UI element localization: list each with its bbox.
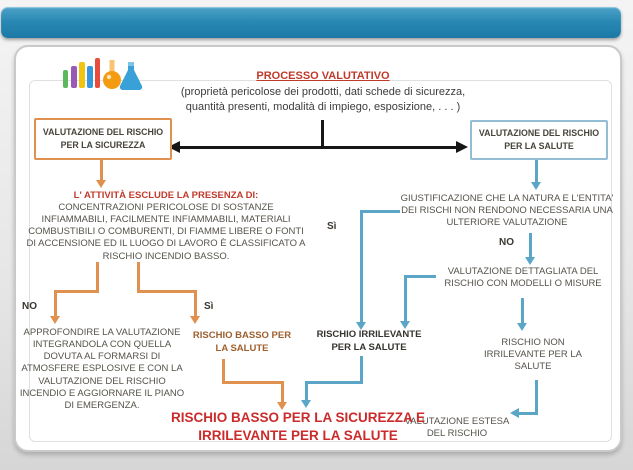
safety-risk-box-label: VALUTAZIONE DEL RISCHIO PER LA SICUREZZA	[42, 126, 164, 150]
si-label-right: Sì	[327, 221, 337, 232]
detailed-evaluation-text: VALUTAZIONE DETTAGLIATA DEL RISCHIO CON MODELLI O MISURE	[444, 266, 602, 290]
extended-evaluation-text: VALUTAZIONE ESTESA DEL RISCHIO	[404, 416, 510, 440]
no-label-right: NO	[499, 237, 514, 248]
process-title: PROCESSO VALUTATIVO	[256, 70, 390, 82]
low-risk-health-text: RISCHIO BASSO PER LA SALUTE	[192, 330, 292, 354]
arrowhead-down-icon	[531, 182, 541, 190]
not-irrelevant-risk-text: RISCHIO NON IRRILEVANTE PER LA SALUTE	[483, 337, 583, 373]
connector-extended-horizontal	[519, 412, 538, 415]
process-subtitle-line2: quantità presenti, modalità di impiego, esposizione, . . . )	[185, 101, 461, 113]
connector-si-stub	[137, 262, 140, 293]
connector-no-horizontal	[54, 290, 99, 293]
connector-si-right-vertical	[360, 210, 363, 323]
connector-safety-down	[100, 160, 103, 181]
connector-si-right-horizontal	[360, 210, 400, 213]
arrowhead-down-icon	[301, 400, 311, 408]
health-risk-box	[470, 120, 608, 160]
connector-double-arrow	[180, 146, 456, 149]
conclusion-text: RISCHIO BASSO PER LA SICUREZZA E IRRILEVANTE PER LA SALUTE	[170, 410, 426, 443]
arrowhead-down-icon	[190, 316, 200, 324]
arrowhead-right-icon	[456, 141, 468, 153]
arrowhead-down-icon	[50, 316, 60, 324]
deepen-evaluation-text: APPROFONDIRE LA VALUTAZIONE INTEGRANDOLA CON QUELLA DOVUTA AL FORMARSI DI ATMOSFERE ESPLOSIVE E CON LA VALUTAZIONE DEL RISCHIO INCENDIO E AGGIORNARE IL PIANO DI EMERGENZA.	[19, 327, 185, 411]
irrelevant-risk-text: RISCHIO IRRILEVANTE PER LA SALUTE	[316, 329, 422, 353]
connector-lowrisk-horizontal	[222, 381, 284, 384]
connector-lowrisk-vertical	[281, 381, 284, 403]
connector-no-right	[529, 233, 532, 258]
safety-risk-box	[34, 118, 172, 160]
arrowhead-down-icon	[517, 323, 527, 331]
arrowhead-down-icon	[400, 321, 410, 329]
health-risk-box-label: VALUTAZIONE DEL RISCHIO PER LA SALUTE	[478, 127, 600, 151]
connector-no-vertical	[54, 290, 57, 317]
no-label-left: NO	[22, 301, 37, 312]
connector-irrelevant-vertical	[305, 381, 308, 401]
connector-detailed-horizontal	[404, 275, 436, 278]
connector-si-horizontal	[137, 290, 197, 293]
arrowhead-down-icon	[525, 257, 535, 265]
si-label-left: Sì	[204, 301, 214, 312]
process-subtitle-line1: (proprietà pericolose dei prodotti, dati schede di sicurezza,	[180, 86, 466, 98]
connector-si-vertical	[194, 290, 197, 317]
connector-detailed-vertical	[404, 275, 407, 322]
connector-health-down	[535, 160, 538, 183]
activity-excludes-heading: L' ATTIVITÀ ESCLUDE LA PRESENZA DI:	[73, 190, 259, 201]
arrowhead-left-icon	[510, 408, 519, 418]
justification-text: GIUSTIFICAZIONE CHE LA NATURA E L'ENTITA' DEI RISCHI NON RENDONO NECESSARIA UNA ULTERIORE VALUTAZIONE	[400, 193, 614, 229]
connector-detailed-down	[521, 298, 524, 324]
connector-no-stub	[96, 262, 99, 293]
arrowhead-down-icon	[96, 180, 106, 188]
connector-title-stem	[321, 120, 324, 146]
connector-extended-vertical	[535, 380, 538, 415]
connector-irrelevant-horizontal	[305, 381, 363, 384]
connector-irrelevant-down	[360, 356, 363, 384]
slide-top-banner	[1, 7, 621, 38]
activity-excludes-body: CONCENTRAZIONI PERICOLOSE DI SOSTANZE INFIAMMABILI, FACILMENTE INFIAMMABILI, MATERIALI COMBUSTIBILI O COMBURENTI, DI FIAMME LIBERE O FONTI DI ACCENSIONE ED IL LUOGO DI LAVORO È CLASSIFICATO A RISCHIO INCENDIO BASSO.	[26, 202, 306, 262]
